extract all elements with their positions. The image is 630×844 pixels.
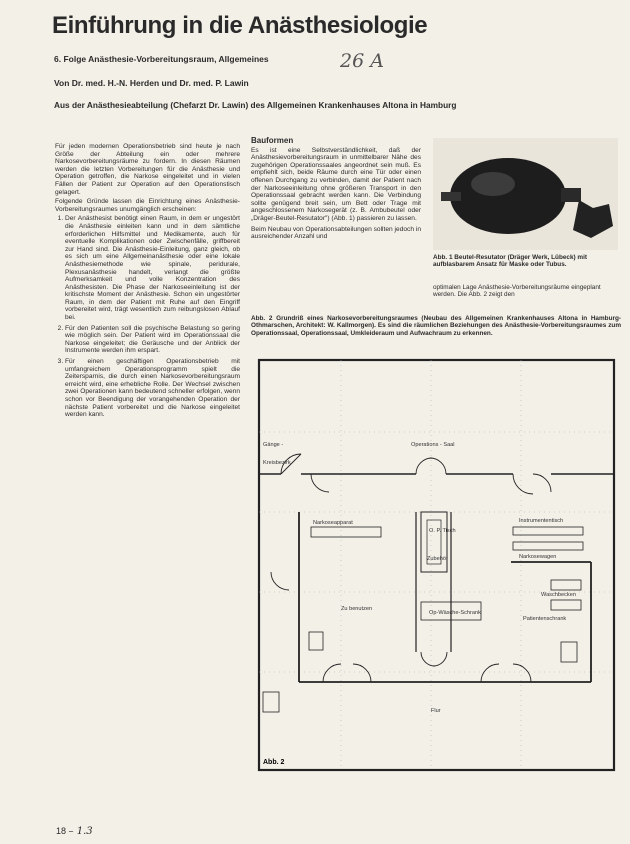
page-number: 18 [56,826,67,836]
room-label: Narkosewagen [519,554,557,560]
room-label: Patientenschrank [523,616,567,622]
figure-label: Abb. 2 [263,759,285,766]
room-label: Flur [431,708,441,714]
room-label: Gänge - [263,442,284,448]
resuscitator-photo [433,138,618,250]
room-label: O. P. Tisch [429,528,456,534]
handwritten-annotation: 26 A [340,50,384,72]
list-item: 1. Der Anästhesist benötigt einen Raum, in dem er ungestört die Anästhesie einleiten kann und in dem sämtliche erforderlichen Hilfsmittel und Medikamente, auch für eventuelle Komplikationen oder Zwischenfälle, griffbereit zur Hand sind. Die Anästhesie-Einleitung, ganz gleich, ob es sich um eine Allgemeinanästhesie oder eine lokale Anästhesiemethode wie spinale, peridurale, Plexusanästhesie handelt, verlangt die größte Aufmerksamkeit und volle Konzentration des Anästhesisten. Die Phase der Narkoseeinleitung ist der kritischste Moment der Anästhesie. Schon ein ungestörter Raum, in dem der Patient mit Ruhe auf den Eingriff vorbereitet wird, trägt wesentlich zum reibungslosen Ablauf bei. [65,215,240,321]
page-footer [56,826,93,837]
room-label: Instrumententisch [519,518,564,524]
paragraph: Es ist eine Selbstverständlichkeit, daß der Anästhesievorbereitungsraum in unmittelbarer Nähe des zugehörigen Operationssaales angeordnet sein muß. Es empfiehlt sich, beide Räume durch eine Tür oder einen offenen Durchgang zu verbinden, damit der Patient nach der Narkoseeinleitung ohne größeren Transport in den Operationssaal gebracht werden kann. Die Verbindung sollte genügend breit sein, um Bett oder Trage mit angeschlossenem Narkosegerät (z. B. Ambubeutel oder „Dräger-Beutel-Resutator") (Abb. 1) passieren zu lassen. [251,146,421,222]
handwritten-page-note: – 1.3 [68,826,93,837]
figure-2-caption: Abb. 2 Grundriß eines Narkosevorbereitungsraumes (Neubau des Allgemeinen Krankenhauses Altona in Hamburg-Othmarschen, Architekt: W. Kallmorgen). Es sind die räumlichen Beziehungen des Anästhesie-Vorbereitungsraumes zum Operationssaal, Operationssaal, Umkleideraum und Aufwachraum zu erkennen. [251,315,621,337]
room-label: Waschbecken [541,592,576,598]
reasons-list [55,215,240,418]
room-label: Op-Wäsche-Schrank [429,610,481,616]
article-title: Einführung in die Anästhesiologie [52,12,428,39]
text-column-2 [251,137,421,244]
text-column-1 [55,143,240,422]
room-label: Kreisbezirk [263,460,291,466]
section-heading: Bauformen [251,136,294,145]
authors-line: Von Dr. med. H.-N. Herden und Dr. med. P. Lawin [54,78,249,88]
paragraph: Beim Neubau von Operationsabteilungen sollten jedoch in ausreichender Anzahl und [251,225,421,241]
institution-line: Aus der Anästhesieabteilung (Chefarzt Dr. Lawin) des Allgemeinen Krankenhauses Altona in Hamburg [54,100,457,110]
intro-paragraph: Für jeden modernen Operationsbetrieb sind heute je nach Größe der Abteilung ein oder mehrere Narkosevorbereitungsräume zu fordern. In diesen Räumen werden die letzten Vorbereitungen für die Anästhesie und Operation getroffen, die Narkose eingeleitet und in vielen Fällen der Patient zur Operation auf den Operationstisch gelagert. [55,143,240,196]
floor-plan [251,352,621,772]
series-line: 6. Folge Anästhesie-Vorbereitungsraum, Allgemeines [54,54,269,64]
figure-1-caption: Abb. 1 Beutel-Resutator (Dräger Werk, Lübeck) mit aufblasbarem Ansatz für Maske oder Tubus. [433,254,587,269]
list-item: 2. Für den Patienten soll die psychische Belastung so gering wie möglich sein. Der Patient wird im Operationssaal die Narkose eingeleitet; die Geräusche und der Anblick der Instrumente werden ihm erspart. [65,325,240,355]
room-label: Narkoseapparat [313,520,353,526]
room-label: Zu benutzen [341,606,373,612]
room-label: Operations - Saal [411,442,455,448]
intro-paragraph-2: Folgende Gründe lassen die Einrichtung eines Anästhesie-Vorbereitungsraumes unumgänglich erscheinen: [55,198,240,213]
room-label: Zubehör [427,556,448,562]
text-column-3: optimalen Lage Anästhesie-Vorbereitungsräume eingeplant werden. Die Abb. 2 zeigt den [433,284,601,299]
list-item: 3. Für einen geschäftigen Operationsbetrieb mit umfangreichem Operationsprogramm spielt die Zeitersparnis, die durch einen Narkosevorbereitungsraum erreicht wird, eine erhebliche Rolle. Der Wechsel zwischen zwei Operationen kann bedeutend schneller erfolgen, wenn schon vor Beendigung der vorangehenden Operation der nächste Patient vorbereitet und die Narkose eingeleitet werden kann. [65,358,240,419]
